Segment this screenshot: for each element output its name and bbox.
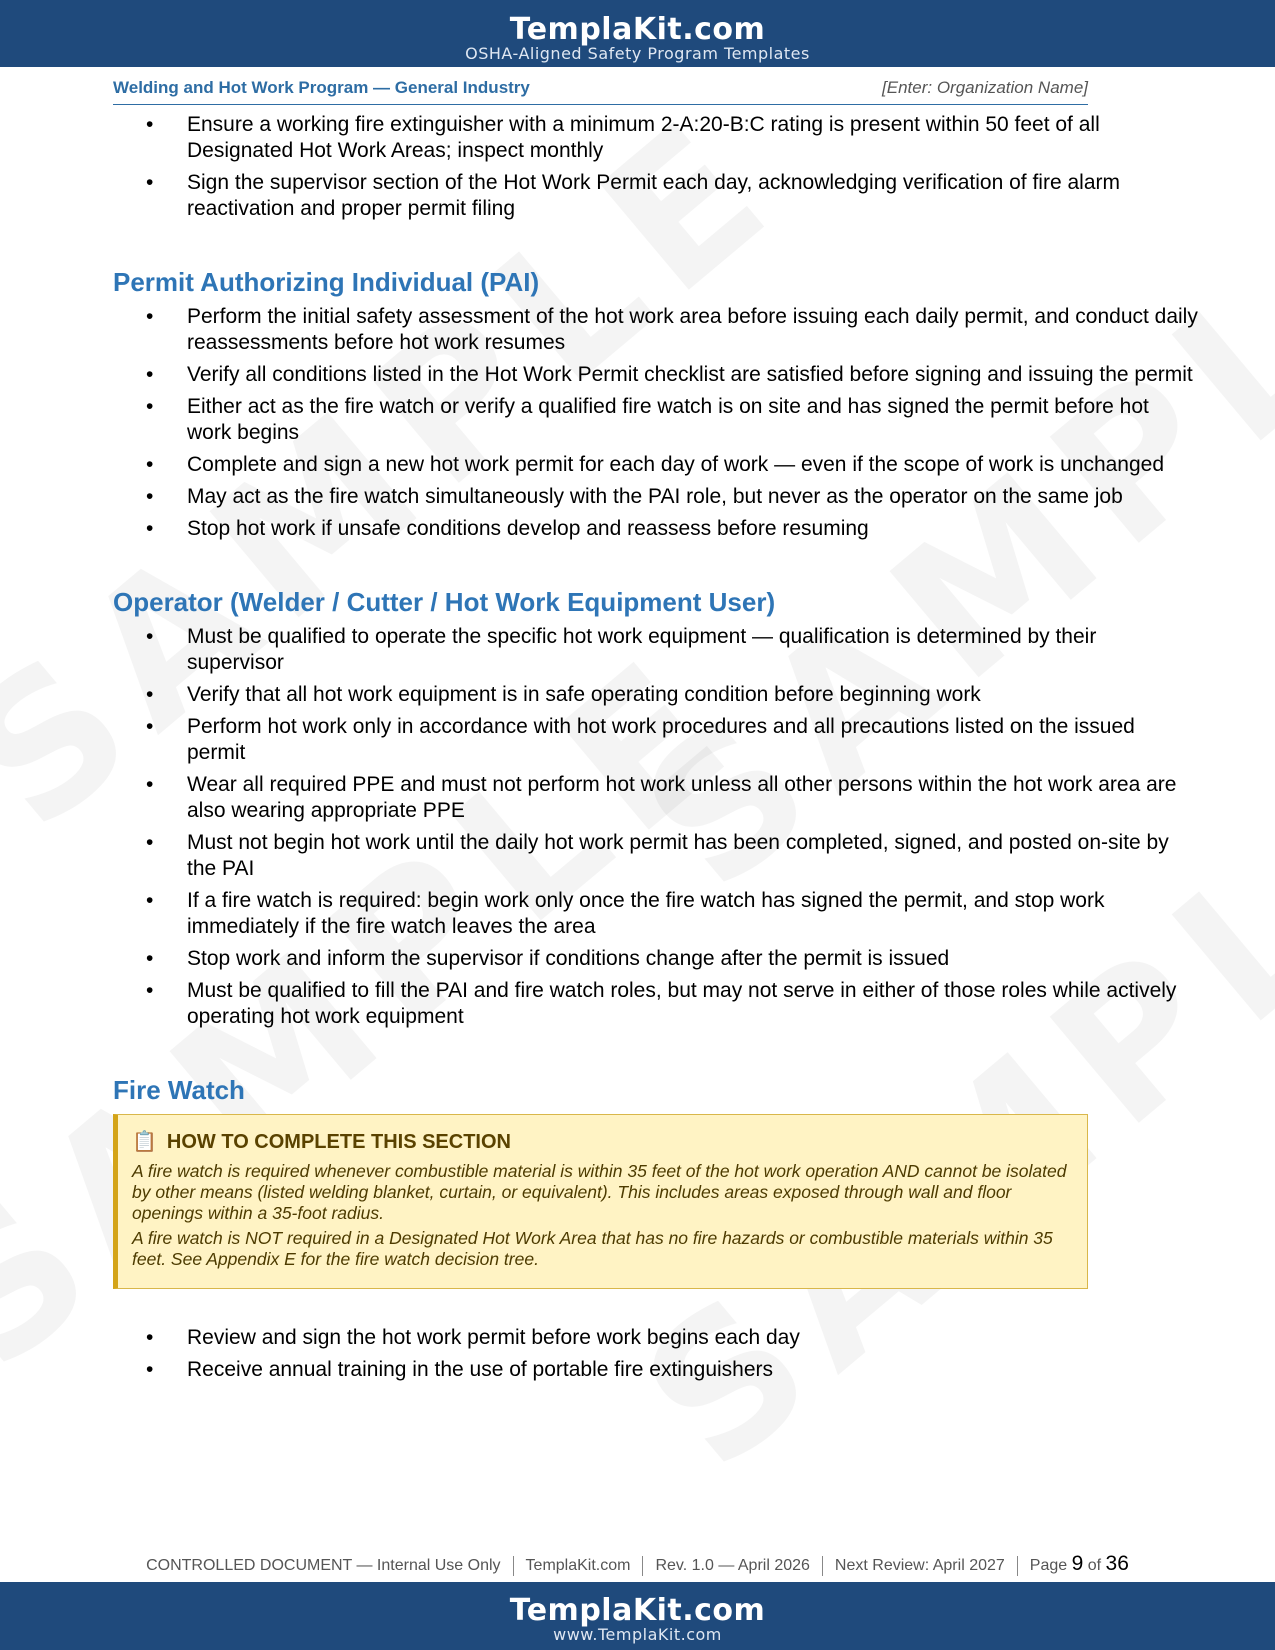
document-title: Welding and Hot Work Program — General Industry [113, 78, 530, 97]
brand-tagline: OSHA-Aligned Safety Program Templates [465, 44, 810, 63]
list-item: • Receive annual training in the use of portable fire extinguishers [146, 1358, 774, 1381]
revision-label: Rev. 1.0 — April 2026 [655, 1557, 810, 1574]
callout-title: 📋 HOW TO COMPLETE THIS SECTION [132, 1131, 511, 1153]
bullet-icon: • [146, 363, 154, 386]
list-item: • Stop hot work if unsafe conditions develop and reassess before resuming [146, 517, 869, 540]
section-heading-operator: Operator (Welder / Cutter / Hot Work Equipment User) [113, 587, 776, 617]
list-item: • Must be qualified to operate the specific hot work equipment — qualification is determined by their supervisor [146, 625, 1097, 674]
list-item: • Ensure a working fire extinguisher with a minimum 2-A:20-B:C rating is present within 50 feet of all Designated Hot Work Areas; inspect monthly [146, 113, 1100, 162]
bottom-banner [0, 1582, 1275, 1650]
list-item: • Complete and sign a new hot work permit for each day of work — even if the scope of work is unchanged [146, 453, 1165, 476]
bullet-icon: • [146, 1326, 154, 1349]
list-item: • May act as the fire watch simultaneously with the PAI role, but never as the operator on the same job [146, 485, 1123, 508]
bullet-icon: • [146, 715, 154, 738]
section-heading-pai: Permit Authorizing Individual (PAI) [113, 267, 540, 297]
list-item: • Either act as the fire watch or verify a qualified fire watch is on site and has signed the permit before hot work begins [146, 395, 1149, 444]
bullet-icon: • [146, 171, 154, 194]
footer-divider [513, 1556, 514, 1576]
total-pages: 36 [1105, 1552, 1129, 1575]
bullet-icon: • [146, 395, 154, 418]
footer-divider [642, 1556, 643, 1576]
list-item: • Verify that all hot work equipment is in safe operating condition before beginning work [146, 683, 981, 706]
brand-logo-text: TemplaKit.com [509, 12, 766, 47]
operator-bullet-list [113, 624, 1177, 1030]
bullet-icon: • [146, 305, 154, 328]
bullet-icon: • [146, 831, 154, 854]
list-item: • Perform hot work only in accordance with hot work procedures and all precautions listed on the issued permit [146, 715, 1135, 764]
controlled-document-label: CONTROLLED DOCUMENT — Internal Use Only [146, 1557, 501, 1574]
fire-watch-bullet-list [113, 1325, 1163, 1383]
list-item: • Review and sign the hot work permit before work begins each day [146, 1326, 800, 1349]
bullet-icon: • [146, 453, 154, 476]
bullet-icon: • [146, 113, 154, 136]
page-number: 9 [1071, 1552, 1084, 1575]
section-heading-fire-watch: Fire Watch [113, 1075, 245, 1105]
next-review-label: Next Review: April 2027 [834, 1557, 1005, 1574]
bullet-icon: • [146, 889, 154, 912]
clipboard-icon: 📋 [132, 1131, 157, 1153]
list-item: • Must be qualified to fill the PAI and fire watch roles, but may not serve in either of those roles while actively operating hot work equipment [146, 979, 1177, 1028]
bullet-icon: • [146, 947, 154, 970]
bullet-icon: • [146, 979, 154, 1002]
list-item: • Must not begin hot work until the daily hot work permit has been completed, signed, and posted on-site by the PAI [146, 831, 1169, 880]
list-item: • Wear all required PPE and must not perform hot work unless all other persons within the hot work area are also wearing appropriate PPE [146, 773, 1177, 822]
pai-bullet-list [113, 304, 1198, 542]
of-label: of [1087, 1557, 1102, 1574]
bullet-icon: • [146, 485, 154, 508]
organization-name-placeholder: [Enter: Organization Name] [882, 78, 1088, 97]
supervisor-bullet-list [113, 112, 1163, 222]
list-item: • Sign the supervisor section of the Hot Work Permit each day, acknowledging verification of fire alarm reactivation and proper permit filing [146, 171, 1120, 220]
top-banner [0, 0, 1275, 67]
callout-paragraph: A fire watch is required whenever combustible material is within 35 feet of the hot work operation AND cannot be isolated by other means (listed welding blanket, curtain, or equivalent). This includes areas exposed through wall and floor openings within a 35-foot radius. [132, 1161, 1067, 1223]
footer-divider [1017, 1556, 1018, 1576]
bullet-icon: • [146, 517, 154, 540]
footer-site: TemplaKit.com [525, 1557, 631, 1574]
list-item: • Perform the initial safety assessment of the hot work area before issuing each daily permit, and conduct daily reassessments before hot work resumes [146, 305, 1198, 354]
brand-logo-text: TemplaKit.com [509, 1593, 766, 1628]
list-item: • Verify all conditions listed in the Hot Work Permit checklist are satisfied before signing and issuing the permit [146, 363, 1193, 386]
brand-url: www.TemplaKit.com [553, 1625, 722, 1644]
page-content [113, 110, 1198, 1389]
list-item: • Stop work and inform the supervisor if conditions change after the permit is issued [146, 947, 950, 970]
page-label: Page [1029, 1557, 1068, 1574]
bullet-icon: • [146, 683, 154, 706]
bullet-icon: • [146, 625, 154, 648]
page-footer [0, 1552, 1275, 1576]
bullet-icon: • [146, 773, 154, 796]
bullet-icon: • [146, 1358, 154, 1381]
footer-divider [822, 1556, 823, 1576]
running-header [113, 78, 1088, 105]
list-item: • If a fire watch is required: begin work only once the fire watch has signed the permit, and stop work immediately if the fire watch leaves the area [146, 889, 1105, 938]
how-to-complete-callout [113, 1114, 1088, 1289]
callout-paragraph: A fire watch is NOT required in a Designated Hot Work Area that has no fire hazards or combustible materials within 35 feet. See Appendix E for the fire watch decision tree. [132, 1228, 1053, 1269]
